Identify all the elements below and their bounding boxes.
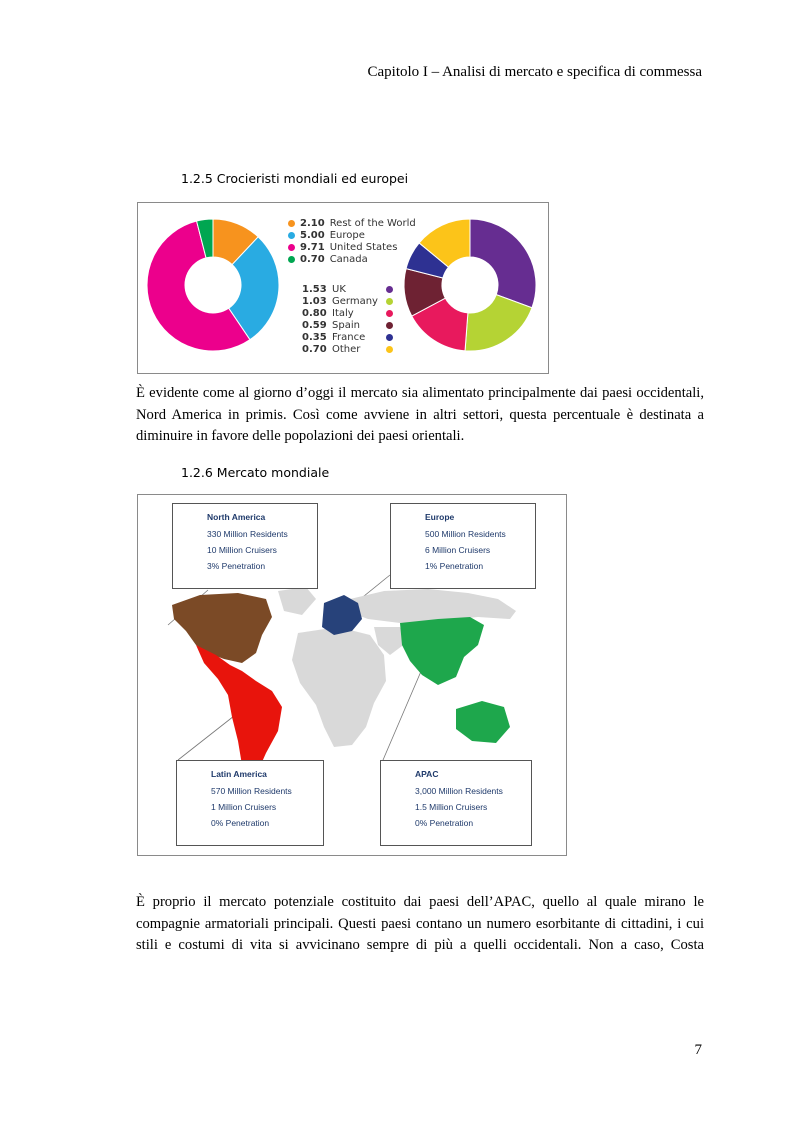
region-penetration: 3% Penetration (207, 561, 266, 571)
region-residents: 570 Million Residents (211, 786, 292, 796)
legend-value: 0.35 (302, 331, 327, 343)
region-cruisers: 6 Million Cruisers (425, 545, 491, 555)
region-title: Latin America (211, 769, 267, 779)
info-box-apac (380, 760, 532, 846)
legend-label: Spain (332, 319, 360, 331)
legend-item-canada (288, 253, 416, 265)
region-title: North America (207, 512, 266, 522)
paragraph-apac-market (136, 892, 704, 957)
legend-dot (386, 322, 393, 329)
legend-value: 1.53 (302, 283, 327, 295)
map-region-apac (400, 617, 484, 685)
cruise-passengers-figure (137, 202, 549, 374)
paragraph-line: È proprio il mercato potenziale costituito dai paesi dell’APAC, quello al quale mirano le (136, 894, 704, 910)
legend-label: Germany (332, 295, 378, 307)
legend-label: UK (332, 283, 346, 295)
legend-item-united-states (288, 241, 416, 253)
legend-dot (288, 232, 295, 239)
map-region-greenland (278, 587, 316, 615)
legend-dot (386, 334, 393, 341)
legend-value: 1.03 (302, 295, 327, 307)
paragraph-line: Nord America in primis. Così come avviene in altri settori, questa percentuale è destinata a (136, 406, 704, 423)
legend-item-germany (302, 295, 393, 307)
region-penetration: 0% Penetration (415, 818, 474, 828)
region-cruisers: 1.5 Million Cruisers (415, 802, 488, 812)
legend-value: 2.10 (300, 217, 325, 229)
running-header: Capitolo I – Analisi di mercato e specifica di commessa (367, 64, 702, 80)
legend-label: United States (329, 241, 398, 253)
map-region-russia-asia (350, 589, 516, 623)
legend-item-other (302, 343, 393, 355)
info-box-north-america (172, 503, 318, 589)
legend-dot (386, 346, 393, 353)
legend-label: Europe (329, 229, 365, 241)
paragraph-line: È evidente come al giorno d’oggi il mercato sia alimentato principalmente dai paesi occidentali, (136, 385, 704, 401)
legend-label: Italy (332, 307, 354, 319)
legend-item-spain (302, 319, 393, 331)
region-cruisers: 10 Million Cruisers (207, 545, 277, 555)
paragraph-line: compagnie armatoriali principali. Questi paesi contano un numero esorbitante di cittadini, i cui (136, 915, 704, 932)
legend-item-europe (288, 229, 416, 241)
paragraph-line: diminuire in favore delle popolazioni dei paesi orientali. (136, 428, 465, 444)
legend-value: 0.59 (302, 319, 327, 331)
legend-dot (386, 298, 393, 305)
region-penetration: 1% Penetration (425, 561, 484, 571)
legend-dot (386, 310, 393, 317)
page-number: 7 (694, 1042, 702, 1058)
map-region-africa (292, 627, 386, 747)
europe-donut-chart (404, 219, 536, 351)
donut-slice-uk (470, 219, 536, 308)
legend-label: Canada (329, 253, 368, 265)
info-box-latin-america (176, 760, 324, 846)
map-region-north-america (172, 593, 272, 663)
legend-item-uk (302, 283, 393, 295)
legend-label: France (332, 331, 366, 343)
map-region-australia (456, 701, 510, 743)
world-legend (288, 217, 416, 265)
legend-dot (386, 286, 393, 293)
world-donut-chart (147, 219, 279, 351)
legend-dot (288, 244, 295, 251)
section-title-1-2-5: 1.2.5 Crocieristi mondiali ed europei (181, 171, 409, 186)
region-title: Europe (425, 512, 455, 522)
legend-item-france (302, 331, 393, 343)
world-market-figure (137, 494, 567, 856)
info-box-europe (390, 503, 536, 589)
legend-value: 5.00 (300, 229, 325, 241)
region-residents: 330 Million Residents (207, 529, 288, 539)
region-penetration: 0% Penetration (211, 818, 270, 828)
legend-item-italy (302, 307, 393, 319)
region-residents: 3,000 Million Residents (415, 786, 503, 796)
region-title: APAC (415, 769, 439, 779)
paragraph-line: stili e costumi di vita si avvicinano sempre di più a quelli occidentali. Non a caso, Costa (136, 937, 704, 953)
legend-label: Rest of the World (329, 217, 416, 229)
legend-item-rest-of-world (288, 217, 416, 229)
legend-value: 0.80 (302, 307, 327, 319)
paragraph-market-west (136, 383, 704, 448)
legend-value: 9.71 (300, 241, 325, 253)
legend-dot (288, 220, 295, 227)
europe-legend (302, 283, 393, 355)
section-title-1-2-6: 1.2.6 Mercato mondiale (181, 465, 330, 480)
legend-label: Other (332, 343, 361, 355)
legend-value: 0.70 (302, 343, 327, 355)
region-residents: 500 Million Residents (425, 529, 506, 539)
region-cruisers: 1 Million Cruisers (211, 802, 277, 812)
legend-value: 0.70 (300, 253, 325, 265)
legend-dot (288, 256, 295, 263)
